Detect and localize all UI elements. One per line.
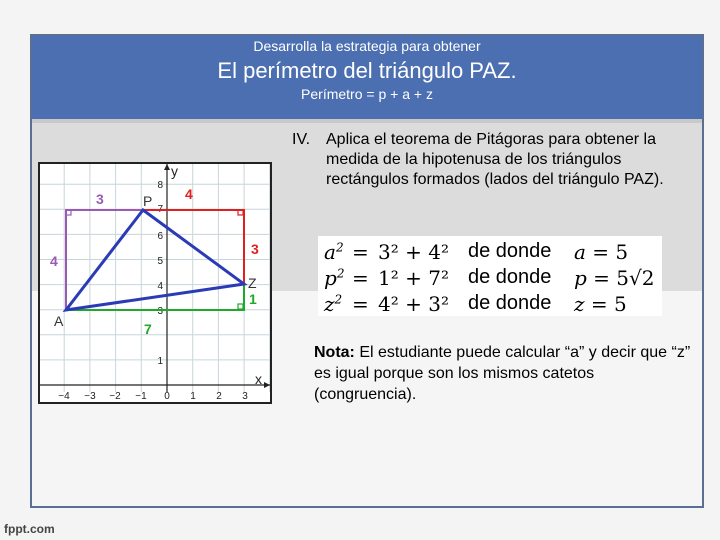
x-tick-label: −3 [84,391,96,402]
y-axis-arrow [164,164,170,170]
slide-header [32,36,702,119]
step-text: Aplica el teorema de Pitágoras para obtener la medida de la hipotenusa de los triángulos rectángulos formados (lados del triángulo PAZ). [326,131,664,188]
note-text: El estudiante puede calcular “a” y decir que “z” es igual porque son los mismos catetos (congruencia). [314,344,691,403]
vertex-label-a: A [54,313,64,329]
equation-row [318,292,662,318]
side-label: 1 [249,291,257,307]
y-tick-label: 5 [157,256,163,267]
equations-box [318,236,662,316]
x-tick-label: −1 [135,391,147,402]
equation-equals: = [352,266,369,290]
x-tick-label: 3 [242,391,248,402]
axis-x-label: x [255,371,262,387]
header-formula: Perímetro = p + a + z [301,86,433,102]
side-label: 4 [185,186,193,202]
y-tick-label: 8 [157,180,163,191]
x-tick-label: −4 [58,391,70,402]
equation-equals: = [352,240,369,264]
x-tick-label: 2 [216,391,222,402]
vertex-label-z: Z [248,275,257,291]
equation-connector: de donde [468,240,552,262]
x-tick-label: −2 [109,391,121,402]
right-angle-marker [238,304,243,309]
y-tick-label: 1 [157,356,163,367]
equation-row [318,240,662,266]
equation-rhs: 3² + 4² [378,240,449,264]
x-axis-arrow [264,382,270,388]
side-label: 3 [96,191,104,207]
y-tick-label: 3 [157,306,163,317]
header-title: El perímetro del triángulo PAZ. [217,58,517,83]
y-tick-label: 7 [157,204,163,215]
header-instruction: Desarrolla la estrategia para obtener [253,38,481,54]
footer-brand[interactable]: fppt.com [4,522,55,536]
equation-result: p = 5√2 [574,266,655,290]
equation-rhs: 1² + 7² [378,266,449,290]
equation-connector: de donde [468,266,552,288]
side-label: 3 [251,241,259,257]
x-tick-label: 1 [190,391,196,402]
equation-row [318,266,662,292]
coordinate-graph [38,162,272,404]
equation-equals: = [352,292,369,316]
graph-svg [40,164,270,402]
x-tick-label: 0 [164,391,170,402]
equation-lhs: $a^2$ [324,240,344,264]
equation-result: a = 5 [574,240,629,264]
equation-rhs: 4² + 3² [378,292,449,316]
axis-y-label: y [171,164,178,179]
side-label: 4 [50,253,58,269]
note-paragraph [314,342,694,405]
side-label: 7 [144,321,152,337]
y-tick-label: 6 [157,231,163,242]
equation-connector: de donde [468,292,552,314]
equation-result: z = 5 [574,292,627,316]
vertex-label-p: P [143,193,153,209]
equation-lhs: $z^2$ [324,292,343,316]
y-tick-label: 4 [157,281,163,292]
equation-lhs: $p^2$ [324,266,345,290]
step-number: IV. [292,131,311,148]
note-label: Nota: [314,344,355,361]
